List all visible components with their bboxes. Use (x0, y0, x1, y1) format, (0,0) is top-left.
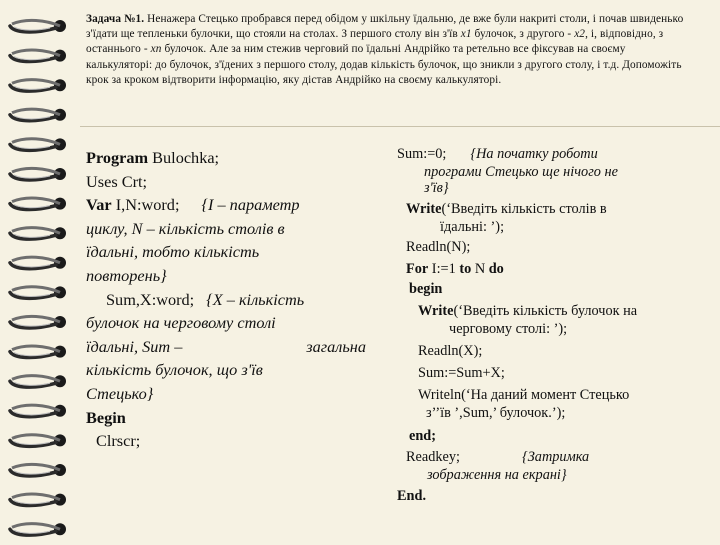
binding-ring-icon (10, 257, 66, 269)
code-comment: програми Стецько ще нічого не (424, 163, 618, 180)
keyword: do (488, 260, 504, 277)
keyword: Program (86, 148, 149, 167)
code-comment: {Затримка (522, 448, 590, 465)
code-line (397, 200, 697, 219)
divider-line (80, 126, 720, 127)
binding-ring-icon (10, 198, 66, 210)
code-line: Clrscr; (96, 431, 141, 451)
code-keyword-line: Begin (86, 407, 126, 427)
binding-ring-icon (10, 434, 66, 446)
code-keyword-line: end; (409, 428, 437, 445)
task-text-3: , і, відповідно, з останнього - (86, 28, 664, 56)
binding-ring-icon (10, 168, 66, 180)
binding-ring-icon (10, 316, 66, 328)
spiral-rings-icon (0, 0, 74, 540)
keyword: to (459, 260, 472, 277)
code-line (86, 288, 371, 312)
keyword: Write (406, 200, 442, 217)
keyword: Write (418, 302, 454, 319)
code-keyword-line: begin (409, 280, 443, 297)
binding-ring-icon (10, 50, 66, 62)
code-comment: зображення на екрані} (427, 466, 567, 483)
code-comment: їдальні, тобто кількість (86, 242, 260, 262)
code-text: (‘Введіть кількість булочок на (453, 302, 638, 319)
code-text: I,N:word; (111, 195, 180, 215)
code-line: Writeln(‘На даний момент Стецько (418, 387, 630, 404)
code-line: Readln(X); (418, 343, 483, 360)
binding-ring-icon (10, 375, 66, 387)
binding-ring-icon (10, 494, 66, 506)
code-comment-part: загальна (306, 336, 366, 356)
code-line (397, 145, 697, 164)
binding-ring-icon (10, 138, 66, 150)
code-text: Readkey; (406, 448, 460, 465)
code-comment: {На початку роботи (470, 146, 598, 162)
code-right-column (397, 145, 697, 506)
code-left-column (86, 146, 371, 453)
code-comment: кількість булочок, що з'їв (86, 360, 263, 380)
code-text: N (471, 260, 489, 277)
task-text-4: булочок. Але за ним стежив черговий по їдальні Андрійко та ретельно все фіксував на своєму калькуляторі: до булочок, з'їдених з першого столу, додав кількість булочок, що зникли з другого столу, і т.д. Допоможіть крок за кроком відтворити інформацію, яку дістав Андрійко на своєму калькуляторі. (86, 43, 682, 86)
task-var-x2: x2 (574, 28, 586, 41)
binding-ring-icon (10, 20, 66, 32)
binding-ring-icon (10, 523, 66, 535)
binding-ring-icon (10, 79, 66, 91)
code-line: черговому столі: ’); (449, 321, 568, 338)
code-line (397, 302, 697, 321)
code-line: Readln(N); (406, 238, 471, 255)
binding-ring-icon (10, 227, 66, 239)
code-comment (86, 335, 366, 359)
keyword: For (406, 260, 429, 277)
keyword: Var (86, 195, 112, 215)
code-line (86, 193, 371, 217)
code-text: I:=1 (428, 260, 460, 277)
code-line (86, 146, 371, 170)
task-description (86, 12, 694, 88)
code-line (397, 260, 697, 279)
binding-ring-icon (10, 405, 66, 417)
code-comment: повторень} (86, 265, 167, 285)
code-comment: булочок на черговому столі (86, 313, 276, 333)
code-line: з’’їв ’,Sum,’ булочок.’); (426, 405, 566, 422)
spiral-binding (0, 0, 74, 540)
code-comment: {I – параметр (201, 195, 300, 215)
code-comment: з'їв} (424, 179, 449, 196)
code-comment: Стецько} (86, 383, 154, 403)
binding-ring-icon (10, 109, 66, 121)
code-comment-part: їдальні, Sum – (86, 336, 183, 356)
code-line: їдальні: ’); (440, 218, 505, 235)
task-text-2: булочок, з другого - (471, 28, 575, 41)
code-comment: {X – кількість (206, 289, 305, 309)
task-title: Задача №1. (86, 13, 145, 25)
binding-ring-icon (10, 286, 66, 298)
code-text: (‘Введіть кількість столів в (441, 200, 607, 217)
code-text: Sum,X:word; (106, 289, 195, 309)
code-line (397, 448, 697, 467)
code-keyword-line: End. (397, 487, 427, 504)
code-line: Uses Crt; (86, 171, 148, 191)
task-text-1: Ненажера Стецько пробрався перед обідом у шкільну їдальню, де вже були накриті столи, і почав швиденько з'їдати ще тепленьки булочки, що стояли на столах. З першого столу він з'їв (86, 13, 684, 41)
code-text: Sum:=0; (397, 146, 447, 162)
binding-ring-icon (10, 464, 66, 476)
task-var-x1: x1 (460, 28, 472, 41)
code-comment: циклу, N – кількість столів в (86, 218, 285, 238)
task-var-xn: xn (150, 43, 162, 56)
code-text: Bulochka; (148, 148, 220, 167)
binding-ring-icon (10, 346, 66, 358)
code-line: Sum:=Sum+X; (418, 365, 505, 382)
